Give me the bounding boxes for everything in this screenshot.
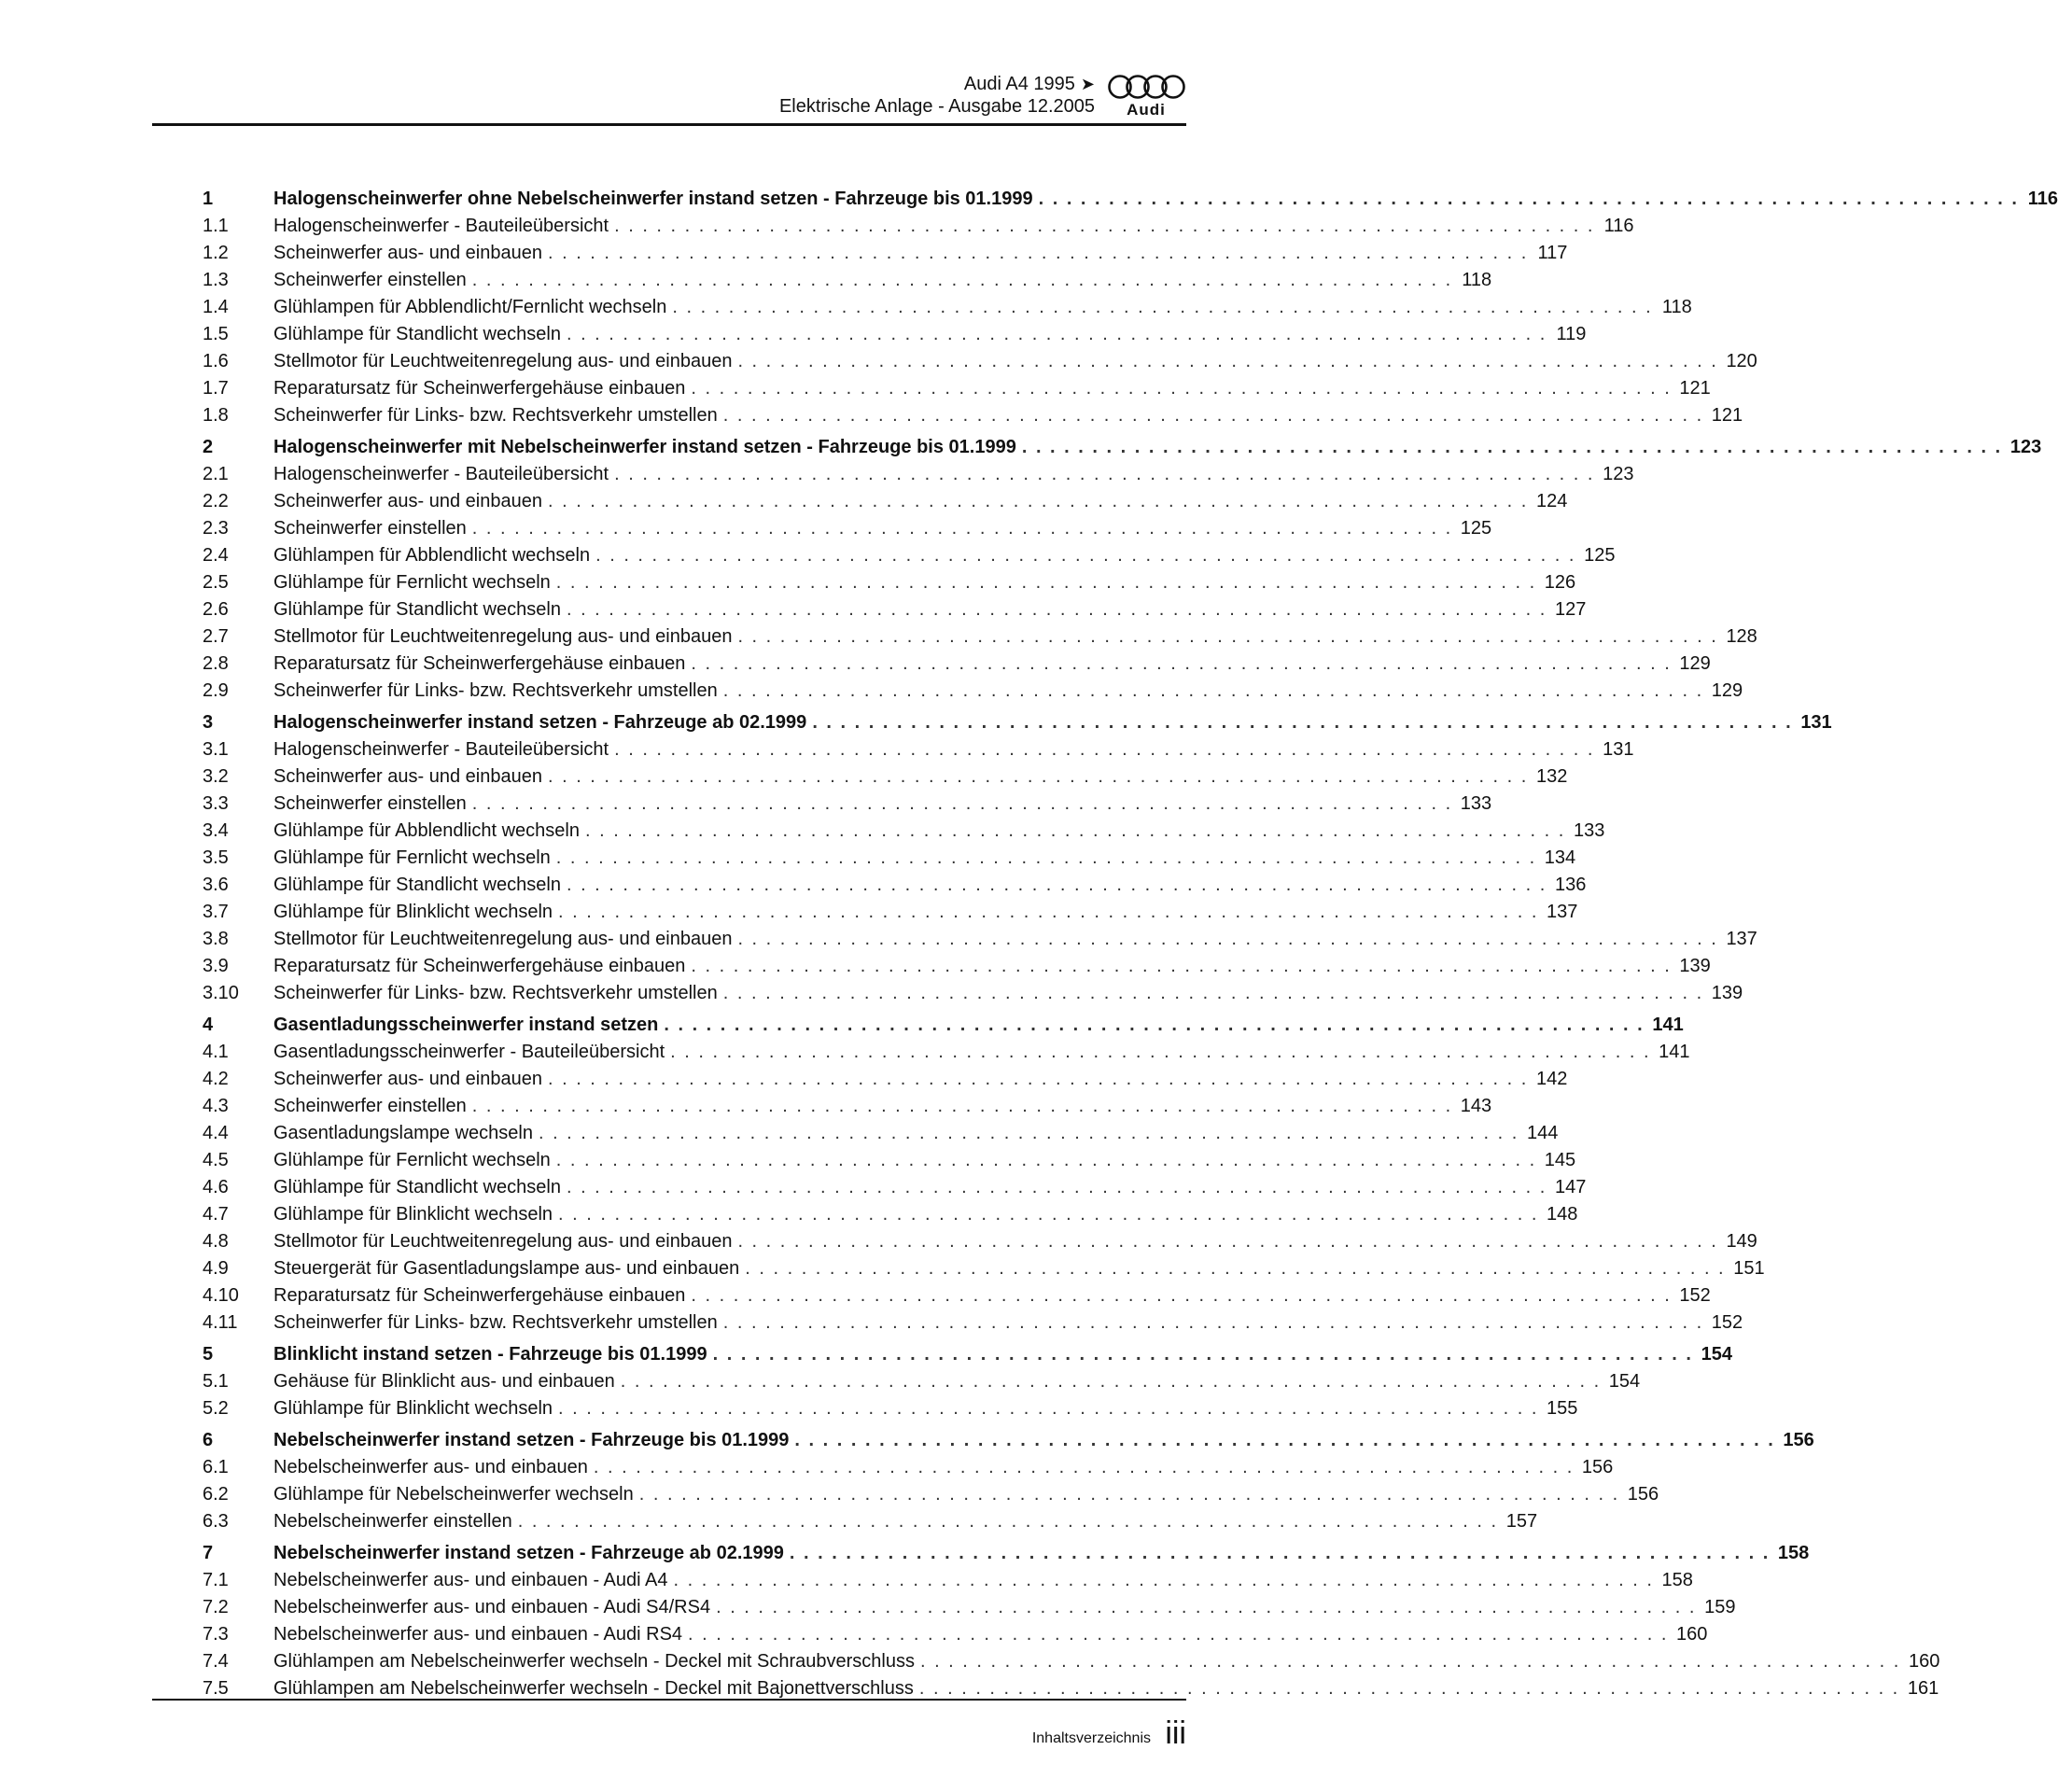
toc-section-row[interactable]	[203, 1174, 1587, 1201]
toc-entry-page: 156	[1783, 1430, 1814, 1450]
toc-entry-number: 1	[203, 189, 214, 209]
toc-entry-number: 3.2	[203, 766, 229, 787]
footer-page-number: iii	[1165, 1715, 1186, 1751]
toc-entry-number: 4.2	[203, 1069, 229, 1089]
toc-section-row[interactable]	[203, 1201, 1578, 1228]
toc-chapter-row[interactable]	[203, 1540, 1810, 1567]
toc-dot-leader: . . . . . . . . . . . . . . . . . . . . . . . . . . . . . . . . . . . . . . . . . . . . . . . . . . . . . . . . . . . . . . . . . . . . . .	[471, 270, 1453, 290]
toc-dot-leader: . . . . . . . . . . . . . . . . . . . . . . . . . . . . . . . . . . . . . . . . . . . . . . . . . . . . . . . . . . . . . . . . . . . . . .	[672, 297, 1653, 317]
toc-entry-number: 3.7	[203, 902, 229, 922]
toc-entry-number: 1.1	[203, 216, 229, 236]
toc-section-row[interactable]	[203, 926, 1757, 953]
toc-entry-title: Reparatursatz für Scheinwerfergehäuse einbauen	[273, 1285, 686, 1306]
toc-entry-title: Scheinwerfer für Links- bzw. Rechtsverkehr umstellen	[273, 983, 718, 1003]
toc-entry-number: 3.6	[203, 875, 229, 895]
toc-section-row[interactable]	[203, 1648, 1940, 1675]
toc-entry-number: 4.7	[203, 1204, 229, 1225]
toc-entry-title: Stellmotor für Leuchtweitenregelung aus- und einbauen	[273, 351, 733, 371]
toc-section-row[interactable]	[203, 1066, 1568, 1093]
toc-dot-leader: . . . . . . . . . . . . . . . . . . . . . . . . . . . . . . . . . . . . . . . . . . . . . . . . . . . . . . . . . . . . . . . . . . . . . .	[919, 1651, 1901, 1672]
toc-dot-leader: . . . . . . . . . . . . . . . . . . . . . . . . . . . . . . . . . . . . . . . . . . . . . . . . . . . . . . . . . . . . . . . . . . . . . .	[737, 626, 1718, 647]
toc-chapter-row[interactable]	[203, 1341, 1732, 1368]
toc-entry-page: 139	[1679, 956, 1711, 976]
toc-dot-leader: . . . . . . . . . . . . . . . . . . . . . . . . . . . . . . . . . . . . . . . . . . . . . . . . . . . . . . . . . . . . . . . . . . . . . .	[547, 491, 1529, 511]
toc-entry-number: 4.1	[203, 1042, 229, 1062]
toc-entry-title: Stellmotor für Leuchtweitenregelung aus- und einbauen	[273, 1231, 733, 1252]
toc-entry-title: Scheinwerfer einstellen	[273, 1096, 467, 1116]
toc-entry-page: 154	[1701, 1344, 1732, 1365]
toc-entry-page: 118	[1661, 297, 1692, 317]
toc-entry-page: 123	[2009, 437, 2042, 457]
toc-dot-leader: . . . . . . . . . . . . . . . . . . . . . . . . . . . . . . . . . . . . . . . . . . . . . . . . . . . . . . . . . . . . . . . . . . . . . .	[620, 1371, 1602, 1392]
toc-dot-leader: . . . . . . . . . . . . . . . . . . . . . . . . . . . . . . . . . . . . . . . . . . . . . . . . . . . . . . . . . . . . . . . . . . . . . .	[614, 216, 1595, 236]
toc-entry-page: 152	[1711, 1312, 1743, 1333]
toc-entry-page: 144	[1526, 1123, 1559, 1143]
toc-entry-page: 160	[1676, 1624, 1708, 1645]
toc-entry-page: 133	[1460, 793, 1492, 814]
toc-entry-title: Reparatursatz für Scheinwerfergehäuse einbauen	[273, 378, 686, 399]
toc-dot-leader: . . . . . . . . . . . . . . . . . . . . . . . . . . . . . . . . . . . . . . . . . . . . . . . . . . . . . . . . . . . . . . . . . . . . . .	[566, 1177, 1547, 1197]
toc-entry-number: 2.2	[203, 491, 229, 511]
toc-entry-page: 128	[1726, 626, 1757, 647]
toc-entry-number: 1.5	[203, 324, 229, 344]
toc-entry-number: 7.1	[203, 1570, 229, 1590]
toc-entry-page: 133	[1573, 820, 1605, 841]
toc-section-row[interactable]	[203, 321, 1587, 348]
toc-section-row[interactable]	[203, 818, 1605, 845]
toc-section-row[interactable]	[203, 375, 1711, 402]
toc-entry-number: 3.5	[203, 847, 229, 868]
toc-dot-leader: . . . . . . . . . . . . . . . . . . . . . . . . . . . . . . . . . . . . . . . . . . . . . . . . . . . . . . . . . . . . . . . . . . . . . .	[566, 875, 1547, 895]
toc-dot-leader: . . . . . . . . . . . . . . . . . . . . . . . . . . . . . . . . . . . . . . . . . . . . . . . . . . . . . . . . . . . . . . . . . . . . . .	[547, 766, 1529, 787]
toc-dot-leader: . . . . . . . . . . . . . . . . . . . . . . . . . . . . . . . . . . . . . . . . . . . . . . . . . . . . . . . . . . . . . . . . . . . . . .	[722, 983, 1704, 1003]
toc-dot-leader: . . . . . . . . . . . . . . . . . . . . . . . . . . . . . . . . . . . . . . . . . . . . . . . . . . . . . . . . . . . . . . . . . . . . . .	[1038, 189, 2019, 209]
toc-section-row[interactable]	[203, 348, 1757, 375]
toc-entry-title: Steuergerät für Gasentladungslampe aus- und einbauen	[273, 1258, 740, 1279]
toc-dot-leader: . . . . . . . . . . . . . . . . . . . . . . . . . . . . . . . . . . . . . . . . . . . . . . . . . . . . . . . . . . . . . . . . . . . . . .	[688, 1624, 1669, 1645]
toc-entry-page: 156	[1581, 1457, 1614, 1477]
toc-entry-page: 121	[1679, 378, 1711, 399]
toc-dot-leader: . . . . . . . . . . . . . . . . . . . . . . . . . . . . . . . . . . . . . . . . . . . . . . . . . . . . . . . . . . . . . . . . . . . . . .	[471, 1096, 1453, 1116]
toc-entry-number: 4.4	[203, 1123, 229, 1143]
toc-entry-page: 116	[1603, 216, 1634, 236]
toc-entry-page: 141	[1652, 1015, 1684, 1035]
toc-entry-title: Halogenscheinwerfer mit Nebelscheinwerfer instand setzen - Fahrzeuge bis 01.1999	[273, 437, 1016, 457]
toc-entry-number: 1.3	[203, 270, 229, 290]
toc-entry-number: 4	[203, 1015, 214, 1035]
toc-entry-page: 157	[1505, 1511, 1538, 1532]
toc-section-row[interactable]	[203, 1395, 1578, 1422]
toc-entry-title: Halogenscheinwerfer - Bauteileübersicht	[273, 464, 609, 484]
toc-entry-title: Glühlampe für Standlicht wechseln	[273, 1177, 561, 1197]
toc-dot-leader: . . . . . . . . . . . . . . . . . . . . . . . . . . . . . . . . . . . . . . . . . . . . . . . . . . . . . . . . . . . . . . . . . . . . . .	[691, 956, 1672, 976]
toc-section-row[interactable]	[203, 1567, 1693, 1594]
toc-dot-leader: . . . . . . . . . . . . . . . . . . . . . . . . . . . . . . . . . . . . . . . . . . . . . . . . . . . . . . . . . . . . . . . . . . . . . .	[555, 1150, 1537, 1170]
toc-section-row[interactable]	[203, 845, 1576, 872]
toc-dot-leader: . . . . . . . . . . . . . . . . . . . . . . . . . . . . . . . . . . . . . . . . . . . . . . . . . . . . . . . . . . . . . . . . . . . . . .	[538, 1123, 1519, 1143]
toc-entry-title: Glühlampe für Fernlicht wechseln	[273, 572, 551, 593]
toc-entry-page: 134	[1544, 847, 1576, 868]
toc-entry-page: 137	[1547, 902, 1578, 922]
header-subtitle: Elektrische Anlage - Ausgabe 12.2005	[778, 96, 1095, 117]
toc-section-row[interactable]	[203, 461, 1634, 488]
toc-entry-number: 4.8	[203, 1231, 229, 1252]
toc-entry-page: 152	[1679, 1285, 1711, 1306]
toc-entry-page: 156	[1627, 1484, 1659, 1505]
toc-dot-leader: . . . . . . . . . . . . . . . . . . . . . . . . . . . . . . . . . . . . . . . . . . . . . . . . . . . . . . . . . . . . . . . . . . . . . .	[737, 1231, 1718, 1252]
toc-section-row[interactable]	[203, 623, 1757, 651]
toc-entry-title: Blinklicht instand setzen - Fahrzeuge bis 01.1999	[273, 1344, 707, 1365]
toc-entry-title: Halogenscheinwerfer instand setzen - Fahrzeuge ab 02.1999	[273, 712, 807, 733]
toc-entry-number: 3.4	[203, 820, 229, 841]
audi-rings-icon	[1106, 73, 1186, 101]
toc-entry-page: 125	[1584, 545, 1616, 566]
footer-rule	[152, 1699, 1186, 1701]
toc-entry-number: 7.3	[203, 1624, 229, 1645]
toc-entry-title: Scheinwerfer für Links- bzw. Rechtsverkehr umstellen	[273, 405, 718, 426]
toc-entry-page: 145	[1544, 1150, 1576, 1170]
toc-section-row[interactable]	[203, 1621, 1708, 1648]
toc-section-row[interactable]	[203, 1454, 1614, 1481]
toc-entry-number: 1.4	[203, 297, 229, 317]
toc-entry-page: 127	[1554, 599, 1587, 620]
toc-entry-page: 118	[1462, 270, 1492, 290]
toc-entry-title: Scheinwerfer einstellen	[273, 518, 467, 539]
toc-section-row[interactable]	[203, 240, 1568, 267]
toc-entry-number: 7.5	[203, 1678, 229, 1699]
toc-dot-leader: . . . . . . . . . . . . . . . . . . . . . . . . . . . . . . . . . . . . . . . . . . . . . . . . . . . . . . . . . . . . . . . . . . . . . .	[794, 1430, 1775, 1450]
toc-section-row[interactable]	[203, 1282, 1711, 1309]
toc-entry-number: 3.1	[203, 739, 229, 760]
toc-entry-number: 3	[203, 712, 214, 733]
toc-entry-page: 151	[1733, 1258, 1765, 1279]
toc-entry-page: 136	[1554, 875, 1587, 895]
toc-dot-leader: . . . . . . . . . . . . . . . . . . . . . . . . . . . . . . . . . . . . . . . . . . . . . . . . . . . . . . . . . . . . . . . . . . . . . .	[593, 1457, 1575, 1477]
toc-dot-leader: . . . . . . . . . . . . . . . . . . . . . . . . . . . . . . . . . . . . . . . . . . . . . . . . . . . . . . . . . . . . . . . . . . . . . .	[745, 1258, 1726, 1279]
toc-entry-title: Stellmotor für Leuchtweitenregelung aus- und einbauen	[273, 626, 733, 647]
toc-entry-title: Glühlampe für Fernlicht wechseln	[273, 1150, 551, 1170]
toc-dot-leader: . . . . . . . . . . . . . . . . . . . . . . . . . . . . . . . . . . . . . . . . . . . . . . . . . . . . . . . . . . . . . . . . . . . . . .	[691, 378, 1672, 399]
toc-entry-number: 3.3	[203, 793, 229, 814]
toc-entry-number: 2.9	[203, 680, 229, 701]
toc-entry-title: Glühlampe für Fernlicht wechseln	[273, 847, 551, 868]
toc-entry-page: 155	[1547, 1398, 1578, 1419]
toc-entry-title: Scheinwerfer für Links- bzw. Rechtsverkehr umstellen	[273, 1312, 718, 1333]
toc-entry-title: Glühlampe für Standlicht wechseln	[273, 324, 561, 344]
toc-section-row[interactable]	[203, 569, 1576, 596]
toc-entry-number: 6	[203, 1430, 214, 1450]
toc-dot-leader: . . . . . . . . . . . . . . . . . . . . . . . . . . . . . . . . . . . . . . . . . . . . . . . . . . . . . . . . . . . . . . . . . . . . . .	[558, 1204, 1539, 1225]
toc-dot-leader: . . . . . . . . . . . . . . . . . . . . . . . . . . . . . . . . . . . . . . . . . . . . . . . . . . . . . . . . . . . . . . . . . . . . . .	[722, 680, 1704, 701]
toc-dot-leader: . . . . . . . . . . . . . . . . . . . . . . . . . . . . . . . . . . . . . . . . . . . . . . . . . . . . . . . . . . . . . . . . . . . . . .	[547, 243, 1529, 263]
toc-entry-number: 1.2	[203, 243, 229, 263]
toc-dot-leader: . . . . . . . . . . . . . . . . . . . . . . . . . . . . . . . . . . . . . . . . . . . . . . . . . . . . . . . . . . . . . . . . . . . . . .	[517, 1511, 1499, 1532]
toc-entry-number: 4.9	[203, 1258, 229, 1279]
toc-dot-leader: . . . . . . . . . . . . . . . . . . . . . . . . . . . . . . . . . . . . . . . . . . . . . . . . . . . . . . . . . . . . . . . . . . . . . .	[471, 793, 1453, 814]
toc-section-row[interactable]	[203, 596, 1587, 623]
toc-dot-leader: . . . . . . . . . . . . . . . . . . . . . . . . . . . . . . . . . . . . . . . . . . . . . . . . . . . . . . . . . . . . . . . . . . . . . .	[558, 1398, 1539, 1419]
toc-entry-title: Nebelscheinwerfer instand setzen - Fahrzeuge bis 01.1999	[273, 1430, 790, 1450]
toc-dot-leader: . . . . . . . . . . . . . . . . . . . . . . . . . . . . . . . . . . . . . . . . . . . . . . . . . . . . . . . . . . . . . . . . . . . . . .	[722, 1312, 1704, 1333]
toc-dot-leader: . . . . . . . . . . . . . . . . . . . . . . . . . . . . . . . . . . . . . . . . . . . . . . . . . . . . . . . . . . . . . . . . . . . . . .	[691, 653, 1672, 674]
toc-entry-number: 2.1	[203, 464, 229, 484]
toc-entry-page: 117	[1537, 243, 1568, 263]
toc-entry-title: Halogenscheinwerfer - Bauteileübersicht	[273, 739, 609, 760]
toc-entry-number: 4.3	[203, 1096, 229, 1116]
toc-entry-page: 121	[1711, 405, 1743, 426]
toc-section-row[interactable]	[203, 651, 1711, 678]
toc-entry-number: 7.2	[203, 1597, 229, 1617]
toc-entry-number: 2.5	[203, 572, 229, 593]
toc-entry-page: 131	[1603, 739, 1634, 760]
toc-entry-page: 142	[1535, 1069, 1568, 1089]
toc-entry-number: 5.2	[203, 1398, 229, 1419]
toc-entry-title: Nebelscheinwerfer instand setzen - Fahrzeuge ab 02.1999	[273, 1543, 784, 1563]
toc-entry-number: 7	[203, 1543, 214, 1563]
toc-entry-title: Glühlampe für Standlicht wechseln	[273, 875, 561, 895]
toc-section-row[interactable]	[203, 1147, 1576, 1174]
toc-entry-title: Gasentladungsscheinwerfer - Bauteileübersicht	[273, 1042, 665, 1062]
arrow-icon: ➤	[1080, 75, 1095, 93]
toc-chapter-row[interactable]	[203, 1012, 1684, 1039]
toc-dot-leader: . . . . . . . . . . . . . . . . . . . . . . . . . . . . . . . . . . . . . . . . . . . . . . . . . . . . . . . . . . . . . . . . . . . . . .	[555, 847, 1537, 868]
toc-section-row[interactable]	[203, 1481, 1659, 1508]
toc-entry-number: 3.10	[203, 983, 239, 1003]
toc-entry-title: Nebelscheinwerfer einstellen	[273, 1511, 512, 1532]
toc-dot-leader: . . . . . . . . . . . . . . . . . . . . . . . . . . . . . . . . . . . . . . . . . . . . . . . . . . . . . . . . . . . . . . . . . . . . . .	[614, 739, 1595, 760]
toc-entry-title: Halogenscheinwerfer - Bauteileübersicht	[273, 216, 609, 236]
toc-entry-number: 1.6	[203, 351, 229, 371]
toc-entry-title: Stellmotor für Leuchtweitenregelung aus- und einbauen	[273, 929, 733, 949]
toc-entry-title: Glühlampen am Nebelscheinwerfer wechseln - Deckel mit Schraubverschluss	[273, 1651, 915, 1672]
toc-dot-leader: . . . . . . . . . . . . . . . . . . . . . . . . . . . . . . . . . . . . . . . . . . . . . . . . . . . . . . . . . . . . . . . . . . . . . .	[584, 820, 1566, 841]
toc-entry-title: Nebelscheinwerfer aus- und einbauen	[273, 1457, 588, 1477]
toc-entry-title: Nebelscheinwerfer aus- und einbauen - Audi A4	[273, 1570, 668, 1590]
toc-entry-title: Scheinwerfer aus- und einbauen	[273, 243, 542, 263]
toc-section-row[interactable]	[203, 763, 1568, 791]
toc-dot-leader: . . . . . . . . . . . . . . . . . . . . . . . . . . . . . . . . . . . . . . . . . . . . . . . . . . . . . . . . . . . . . . . . . . . . . .	[737, 351, 1718, 371]
toc-section-row[interactable]	[203, 980, 1743, 1007]
toc-entry-number: 1.8	[203, 405, 229, 426]
toc-entry-title: Scheinwerfer einstellen	[273, 793, 467, 814]
toc-entry-page: 158	[1661, 1570, 1693, 1590]
toc-dot-leader: . . . . . . . . . . . . . . . . . . . . . . . . . . . . . . . . . . . . . . . . . . . . . . . . . . . . . . . . . . . . . . . . . . . . . .	[673, 1570, 1654, 1590]
toc-entry-title: Glühlampe für Standlicht wechseln	[273, 599, 561, 620]
toc-entry-number: 3.9	[203, 956, 229, 976]
toc-entry-number: 3.8	[203, 929, 229, 949]
toc-entry-page: 141	[1659, 1042, 1690, 1062]
toc-dot-leader: . . . . . . . . . . . . . . . . . . . . . . . . . . . . . . . . . . . . . . . . . . . . . . . . . . . . . . . . . . . . . . . . . . . . . .	[547, 1069, 1529, 1089]
toc-entry-number: 2	[203, 437, 214, 457]
toc-entry-page: 137	[1726, 929, 1757, 949]
toc-entry-title: Gasentladungsscheinwerfer instand setzen	[273, 1015, 659, 1035]
toc-chapter-row[interactable]	[203, 1427, 1814, 1454]
toc-entry-number: 2.4	[203, 545, 229, 566]
toc-dot-leader: . . . . . . . . . . . . . . . . . . . . . . . . . . . . . . . . . . . . . . . . . . . . . . . . . . . . . . . . . . . . . . . . . . . . . .	[691, 1285, 1672, 1306]
toc-dot-leader: . . . . . . . . . . . . . . . . . . . . . . . . . . . . . . . . . . . . . . . . . . . . . . . . . . . . . . . . . . . . . . . . . . . . . .	[737, 929, 1718, 949]
toc-dot-leader: . . . . . . . . . . . . . . . . . . . . . . . . . . . . . . . . . . . . . . . . . . . . . . . . . . . . . . . . . . . . . . . . . . . . . .	[638, 1484, 1620, 1505]
header-rule	[152, 123, 1186, 126]
toc-chapter-row[interactable]	[203, 709, 1832, 736]
toc-entry-title: Gasentladungslampe wechseln	[273, 1123, 533, 1143]
toc-dot-leader: . . . . . . . . . . . . . . . . . . . . . . . . . . . . . . . . . . . . . . . . . . . . . . . . . . . . . . . . . . . . . . . . . . . . . .	[789, 1543, 1771, 1563]
toc-entry-title: Reparatursatz für Scheinwerfergehäuse einbauen	[273, 653, 686, 674]
toc-entry-page: 132	[1535, 766, 1568, 787]
toc-entry-title: Nebelscheinwerfer aus- und einbauen - Audi RS4	[273, 1624, 683, 1645]
toc-entry-title: Scheinwerfer für Links- bzw. Rechtsverkehr umstellen	[273, 680, 718, 701]
toc-entry-number: 4.5	[203, 1150, 229, 1170]
toc-entry-page: 119	[1556, 324, 1587, 344]
toc-entry-title: Glühlampe für Nebelscheinwerfer wechseln	[273, 1484, 634, 1505]
toc-section-row[interactable]	[203, 1309, 1743, 1337]
toc-section-row[interactable]	[203, 1120, 1559, 1147]
toc-section-row[interactable]	[203, 1228, 1757, 1255]
toc-entry-page: 143	[1460, 1096, 1492, 1116]
toc-entry-number: 2.6	[203, 599, 229, 620]
header-model-text: Audi A4 1995	[963, 74, 1075, 94]
toc-entry-title: Halogenscheinwerfer ohne Nebelscheinwerfer instand setzen - Fahrzeuge bis 01.1999	[273, 189, 1033, 209]
toc-section-row[interactable]	[203, 488, 1568, 515]
toc-entry-page: 123	[1603, 464, 1634, 484]
toc-entry-title: Glühlampen am Nebelscheinwerfer wechseln - Deckel mit Bajonettverschluss	[273, 1678, 914, 1699]
toc-entry-page: 120	[1726, 351, 1757, 371]
toc-entry-page: 154	[1608, 1371, 1641, 1392]
toc-dot-leader: . . . . . . . . . . . . . . . . . . . . . . . . . . . . . . . . . . . . . . . . . . . . . . . . . . . . . . . . . . . . . . . . . . . . . .	[566, 599, 1547, 620]
toc-entry-number: 6.3	[203, 1511, 229, 1532]
toc-dot-leader: . . . . . . . . . . . . . . . . . . . . . . . . . . . . . . . . . . . . . . . . . . . . . . . . . . . . . . . . . . . . . . . . . . . . . .	[918, 1678, 1900, 1699]
toc-entry-page: 129	[1679, 653, 1711, 674]
toc-entry-title: Scheinwerfer aus- und einbauen	[273, 1069, 542, 1089]
toc-section-row[interactable]	[203, 1368, 1641, 1395]
toc-entry-page: 116	[2027, 189, 2058, 209]
toc-entry-number: 2.8	[203, 653, 229, 674]
toc-section-row[interactable]	[203, 791, 1492, 818]
toc-entry-number: 4.11	[203, 1312, 238, 1333]
toc-dot-leader: . . . . . . . . . . . . . . . . . . . . . . . . . . . . . . . . . . . . . . . . . . . . . . . . . . . . . . . . . . . . . . . . . . . . . .	[614, 464, 1595, 484]
toc-dot-leader: . . . . . . . . . . . . . . . . . . . . . . . . . . . . . . . . . . . . . . . . . . . . . . . . . . . . . . . . . . . . . . . . . . . . . .	[555, 572, 1537, 593]
toc-entry-title: Nebelscheinwerfer aus- und einbauen - Audi S4/RS4	[273, 1597, 711, 1617]
toc-dot-leader: . . . . . . . . . . . . . . . . . . . . . . . . . . . . . . . . . . . . . . . . . . . . . . . . . . . . . . . . . . . . . . . . . . . . . .	[471, 518, 1453, 539]
toc-entry-title: Glühlampe für Blinklicht wechseln	[273, 902, 553, 922]
toc-entry-number: 6.2	[203, 1484, 229, 1505]
toc-entry-title: Glühlampe für Blinklicht wechseln	[273, 1204, 553, 1225]
toc-dot-leader: . . . . . . . . . . . . . . . . . . . . . . . . . . . . . . . . . . . . . . . . . . . . . . . . . . . . . . . . . . . . . . . . . . . . . .	[722, 405, 1704, 426]
toc-dot-leader: . . . . . . . . . . . . . . . . . . . . . . . . . . . . . . . . . . . . . . . . . . . . . . . . . . . . . . . . . . . . . . . . . . . . . .	[558, 902, 1539, 922]
toc-dot-leader: . . . . . . . . . . . . . . . . . . . . . . . . . . . . . . . . . . . . . . . . . . . . . . . . . . . . . . . . . . . . . . . . . . . . . .	[670, 1042, 1651, 1062]
toc-entry-title: Scheinwerfer aus- und einbauen	[273, 766, 542, 787]
toc-section-row[interactable]	[203, 899, 1578, 926]
toc-entry-number: 2.7	[203, 626, 229, 647]
toc-entry-page: 125	[1460, 518, 1492, 539]
toc-entry-number: 7.4	[203, 1651, 229, 1672]
toc-entry-number: 6.1	[203, 1457, 229, 1477]
toc-section-row[interactable]	[203, 1508, 1538, 1535]
toc-section-row[interactable]	[203, 1594, 1736, 1621]
toc-entry-title: Glühlampe für Blinklicht wechseln	[273, 1398, 553, 1419]
footer-section-label: Inhaltsverzeichnis	[1031, 1730, 1151, 1746]
toc-entry-title: Glühlampen für Abblendlicht/Fernlicht wechseln	[273, 297, 667, 317]
toc-entry-title: Glühlampe für Abblendlicht wechseln	[273, 820, 580, 841]
toc-dot-leader: . . . . . . . . . . . . . . . . . . . . . . . . . . . . . . . . . . . . . . . . . . . . . . . . . . . . . . . . . . . . . . . . . . . . . .	[595, 545, 1576, 566]
toc-chapter-row[interactable]	[203, 434, 2042, 461]
toc-entry-number: 2.3	[203, 518, 229, 539]
toc-section-row[interactable]	[203, 267, 1492, 294]
audi-logo	[1106, 73, 1186, 123]
toc-entry-page: 147	[1554, 1177, 1587, 1197]
toc-section-row[interactable]	[203, 1093, 1492, 1120]
toc-entry-page: 126	[1544, 572, 1576, 593]
toc-entry-number: 4.6	[203, 1177, 229, 1197]
toc-entry-title: Scheinwerfer aus- und einbauen	[273, 491, 542, 511]
toc-chapter-row[interactable]	[203, 186, 2058, 213]
toc-entry-page: 124	[1535, 491, 1568, 511]
toc-entry-page: 159	[1704, 1597, 1736, 1617]
toc-section-row[interactable]	[203, 542, 1616, 569]
toc-dot-leader: . . . . . . . . . . . . . . . . . . . . . . . . . . . . . . . . . . . . . . . . . . . . . . . . . . . . . . . . . . . . . . . . . . . . . .	[812, 712, 1793, 733]
toc-dot-leader: . . . . . . . . . . . . . . . . . . . . . . . . . . . . . . . . . . . . . . . . . . . . . . . . . . . . . . . . . . . . . . . . . . . . . .	[664, 1015, 1645, 1035]
toc-section-row[interactable]	[203, 294, 1692, 321]
toc-section-row[interactable]	[203, 515, 1492, 542]
toc-dot-leader: . . . . . . . . . . . . . . . . . . . . . . . . . . . . . . . . . . . . . . . . . . . . . . . . . . . . . . . . . . . . . . . . . . . . . .	[1021, 437, 2003, 457]
toc-section-row[interactable]	[203, 1039, 1690, 1066]
toc-dot-leader: . . . . . . . . . . . . . . . . . . . . . . . . . . . . . . . . . . . . . . . . . . . . . . . . . . . . . . . . . . . . . . . . . . . . . .	[712, 1344, 1693, 1365]
toc-entry-page: 158	[1777, 1543, 1810, 1563]
toc-entry-page: 149	[1726, 1231, 1757, 1252]
toc-entry-title: Gehäuse für Blinklicht aus- und einbauen	[273, 1371, 615, 1392]
toc-entry-page: 129	[1711, 680, 1743, 701]
toc-entry-number: 5	[203, 1344, 214, 1365]
toc-entry-page: 148	[1547, 1204, 1578, 1225]
toc-entry-title: Scheinwerfer einstellen	[273, 270, 467, 290]
header-text	[779, 73, 1095, 118]
toc-entry-title: Glühlampen für Abblendlicht wechseln	[273, 545, 591, 566]
toc-entry-page: 161	[1907, 1678, 1939, 1699]
toc-entry-page: 131	[1800, 712, 1832, 733]
audi-wordmark: Audi	[1127, 101, 1166, 119]
toc-entry-page: 139	[1711, 983, 1743, 1003]
toc-section-row[interactable]	[203, 213, 1634, 240]
toc-entry-page: 160	[1908, 1651, 1940, 1672]
header-model	[779, 73, 1095, 95]
toc-section-row[interactable]	[203, 953, 1711, 980]
table-of-contents	[203, 186, 2058, 1702]
toc-section-row[interactable]	[203, 678, 1743, 705]
toc-section-row[interactable]	[203, 1255, 1765, 1282]
toc-section-row[interactable]	[203, 872, 1587, 899]
toc-dot-leader: . . . . . . . . . . . . . . . . . . . . . . . . . . . . . . . . . . . . . . . . . . . . . . . . . . . . . . . . . . . . . . . . . . . . . .	[716, 1597, 1697, 1617]
page-header	[152, 73, 1186, 127]
toc-section-row[interactable]	[203, 402, 1743, 429]
toc-entry-number: 5.1	[203, 1371, 229, 1392]
toc-section-row[interactable]	[203, 736, 1634, 763]
toc-entry-title: Reparatursatz für Scheinwerfergehäuse einbauen	[273, 956, 686, 976]
toc-entry-number: 1.7	[203, 378, 229, 399]
toc-entry-number: 4.10	[203, 1285, 239, 1306]
toc-dot-leader: . . . . . . . . . . . . . . . . . . . . . . . . . . . . . . . . . . . . . . . . . . . . . . . . . . . . . . . . . . . . . . . . . . . . . .	[566, 324, 1547, 344]
